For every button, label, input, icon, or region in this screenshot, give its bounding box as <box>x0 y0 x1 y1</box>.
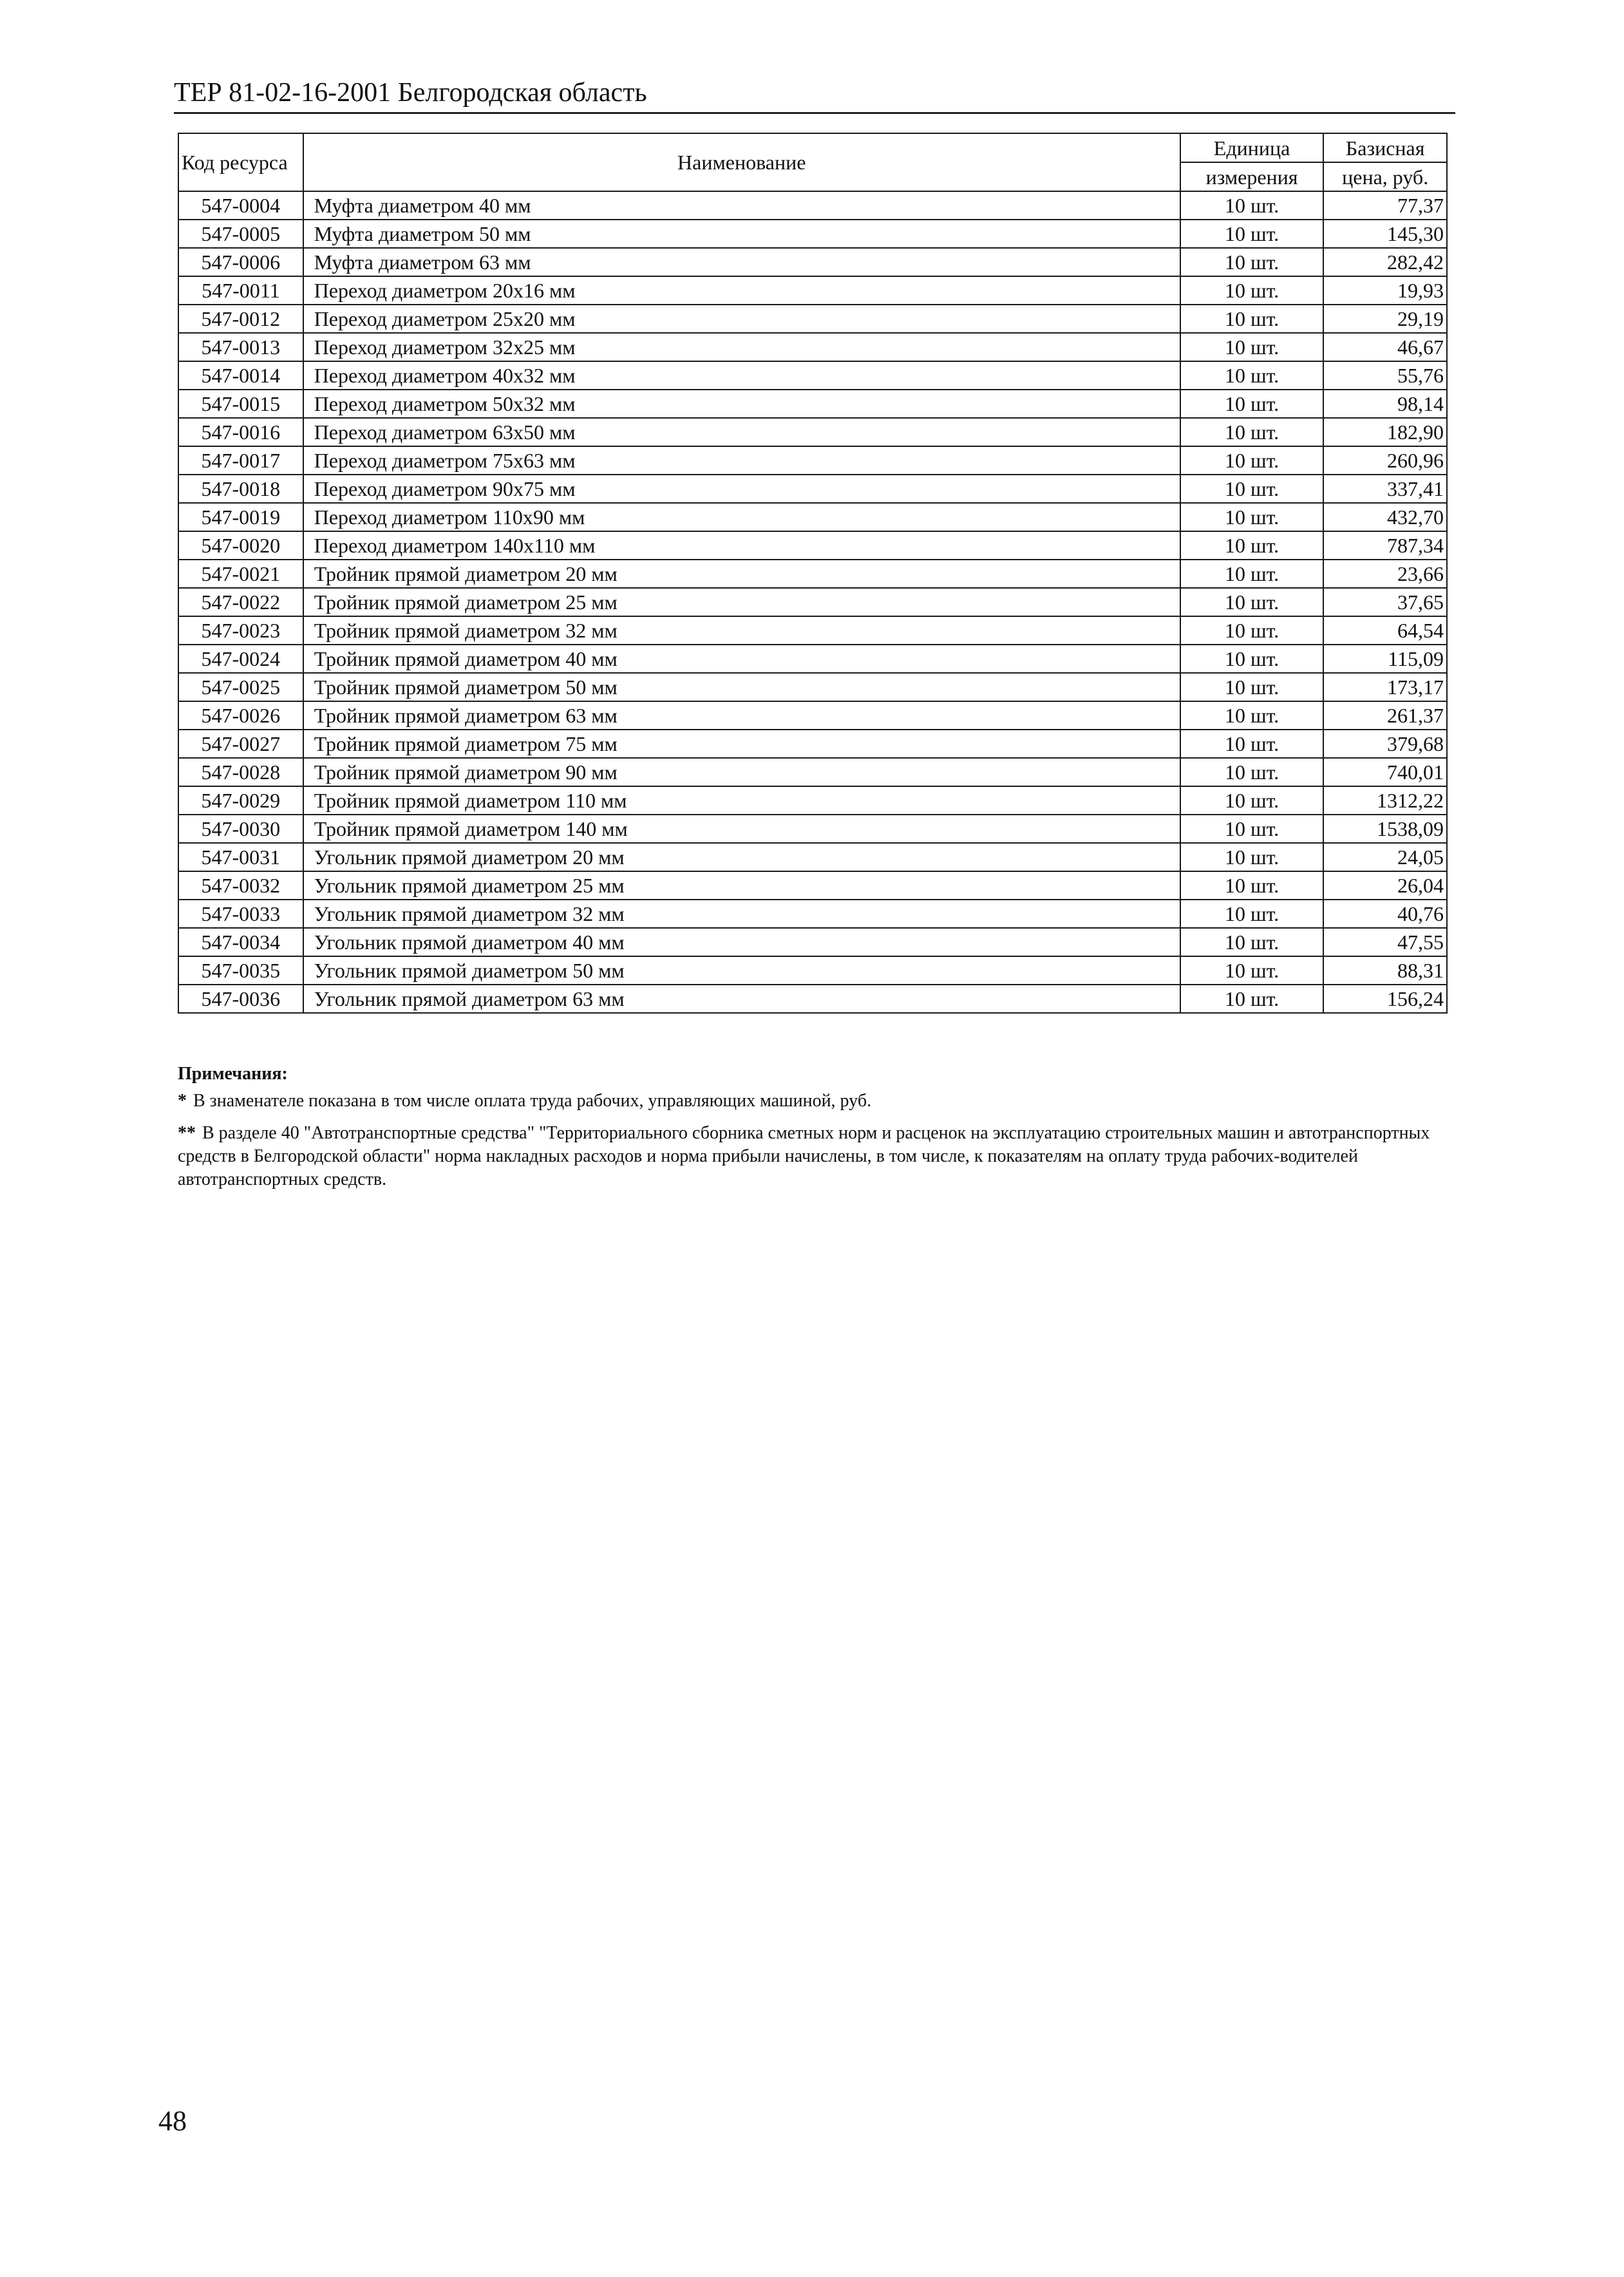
cell-resource-code: 547-0025 <box>178 673 303 701</box>
cell-price: 182,90 <box>1323 418 1447 446</box>
table-row <box>178 645 1447 673</box>
table-body <box>178 191 1447 1013</box>
cell-unit: 10 шт. <box>1180 985 1324 1013</box>
cell-price: 115,09 <box>1323 645 1447 673</box>
cell-name: Переход диаметром 63х50 мм <box>303 418 1180 446</box>
cell-unit: 10 шт. <box>1180 956 1324 985</box>
cell-name: Переход диаметром 25х20 мм <box>303 305 1180 333</box>
cell-price: 282,42 <box>1323 248 1447 276</box>
cell-resource-code: 547-0024 <box>178 645 303 673</box>
cell-unit: 10 шт. <box>1180 191 1324 220</box>
page-number: 48 <box>158 2105 187 2137</box>
table-row <box>178 871 1447 900</box>
table-row <box>178 475 1447 503</box>
cell-price: 64,54 <box>1323 616 1447 645</box>
cell-price: 40,76 <box>1323 900 1447 928</box>
table-row <box>178 503 1447 531</box>
table-row <box>178 333 1447 361</box>
cell-unit: 10 шт. <box>1180 871 1324 900</box>
cell-price: 26,04 <box>1323 871 1447 900</box>
table-row <box>178 588 1447 616</box>
cell-name: Угольник прямой диаметром 63 мм <box>303 985 1180 1013</box>
table-row <box>178 758 1447 786</box>
cell-unit: 10 шт. <box>1180 616 1324 645</box>
table-row <box>178 191 1447 220</box>
cell-price: 1312,22 <box>1323 786 1447 815</box>
cell-name: Переход диаметром 20х16 мм <box>303 276 1180 305</box>
cell-price: 787,34 <box>1323 531 1447 560</box>
cell-unit: 10 шт. <box>1180 248 1324 276</box>
cell-price: 37,65 <box>1323 588 1447 616</box>
cell-resource-code: 547-0034 <box>178 928 303 956</box>
notes-section <box>178 1063 1453 1200</box>
cell-resource-code: 547-0035 <box>178 956 303 985</box>
cell-name: Переход диаметром 75х63 мм <box>303 446 1180 475</box>
cell-unit: 10 шт. <box>1180 730 1324 758</box>
cell-name: Тройник прямой диаметром 32 мм <box>303 616 1180 645</box>
cell-unit: 10 шт. <box>1180 758 1324 786</box>
cell-resource-code: 547-0005 <box>178 220 303 248</box>
cell-resource-code: 547-0030 <box>178 815 303 843</box>
note-text: В разделе 40 "Автотранспортные средства" "Территориального сборника сметных норм и расценок на эксплуатацию строительных машин и автотранспортных средств в Белгородской области" норма накладных расходов и норма прибыли начислены, в том числе, к показателям на оплату труда рабочих-водителей автотранспортных средств. <box>178 1123 1430 1189</box>
table-row <box>178 956 1447 985</box>
table-row <box>178 305 1447 333</box>
cell-unit: 10 шт. <box>1180 701 1324 730</box>
header-price-line2: цена, руб. <box>1323 162 1447 191</box>
table-row <box>178 843 1447 871</box>
header-name: Наименование <box>303 133 1180 191</box>
cell-unit: 10 шт. <box>1180 531 1324 560</box>
cell-resource-code: 547-0017 <box>178 446 303 475</box>
cell-unit: 10 шт. <box>1180 560 1324 588</box>
cell-unit: 10 шт. <box>1180 503 1324 531</box>
cell-price: 23,66 <box>1323 560 1447 588</box>
cell-price: 145,30 <box>1323 220 1447 248</box>
cell-name: Переход диаметром 40х32 мм <box>303 361 1180 390</box>
resource-price-table <box>178 133 1448 1014</box>
table-row <box>178 248 1447 276</box>
cell-price: 261,37 <box>1323 701 1447 730</box>
cell-name: Тройник прямой диаметром 140 мм <box>303 815 1180 843</box>
cell-name: Тройник прямой диаметром 50 мм <box>303 673 1180 701</box>
cell-name: Тройник прямой диаметром 75 мм <box>303 730 1180 758</box>
cell-resource-code: 547-0027 <box>178 730 303 758</box>
header-unit-line1: Единица <box>1180 133 1324 162</box>
cell-name: Тройник прямой диаметром 63 мм <box>303 701 1180 730</box>
cell-price: 55,76 <box>1323 361 1447 390</box>
cell-unit: 10 шт. <box>1180 418 1324 446</box>
table-header-row-1 <box>178 133 1447 162</box>
cell-unit: 10 шт. <box>1180 645 1324 673</box>
cell-resource-code: 547-0032 <box>178 871 303 900</box>
cell-unit: 10 шт. <box>1180 475 1324 503</box>
cell-resource-code: 547-0031 <box>178 843 303 871</box>
cell-price: 46,67 <box>1323 333 1447 361</box>
table-row <box>178 276 1447 305</box>
header-resource-code: Код ресурса <box>178 133 303 191</box>
cell-price: 77,37 <box>1323 191 1447 220</box>
cell-resource-code: 547-0014 <box>178 361 303 390</box>
table-row <box>178 730 1447 758</box>
table-row <box>178 220 1447 248</box>
cell-resource-code: 547-0018 <box>178 475 303 503</box>
cell-unit: 10 шт. <box>1180 220 1324 248</box>
cell-name: Переход диаметром 50х32 мм <box>303 390 1180 418</box>
cell-resource-code: 547-0016 <box>178 418 303 446</box>
cell-price: 337,41 <box>1323 475 1447 503</box>
cell-price: 173,17 <box>1323 673 1447 701</box>
cell-unit: 10 шт. <box>1180 305 1324 333</box>
cell-resource-code: 547-0006 <box>178 248 303 276</box>
cell-price: 1538,09 <box>1323 815 1447 843</box>
table-row <box>178 900 1447 928</box>
cell-resource-code: 547-0026 <box>178 701 303 730</box>
table-row <box>178 560 1447 588</box>
page-header <box>174 76 1455 114</box>
cell-name: Угольник прямой диаметром 50 мм <box>303 956 1180 985</box>
cell-unit: 10 шт. <box>1180 390 1324 418</box>
table-row <box>178 815 1447 843</box>
cell-name: Муфта диаметром 40 мм <box>303 191 1180 220</box>
table-row <box>178 616 1447 645</box>
header-price-line1: Базисная <box>1323 133 1447 162</box>
cell-resource-code: 547-0013 <box>178 333 303 361</box>
table-row <box>178 786 1447 815</box>
cell-name: Муфта диаметром 63 мм <box>303 248 1180 276</box>
cell-resource-code: 547-0011 <box>178 276 303 305</box>
table-row <box>178 446 1447 475</box>
table-row <box>178 673 1447 701</box>
table-row <box>178 985 1447 1013</box>
cell-name: Переход диаметром 110х90 мм <box>303 503 1180 531</box>
cell-unit: 10 шт. <box>1180 446 1324 475</box>
cell-resource-code: 547-0019 <box>178 503 303 531</box>
cell-price: 98,14 <box>1323 390 1447 418</box>
note-mark: * <box>178 1091 187 1111</box>
cell-resource-code: 547-0012 <box>178 305 303 333</box>
cell-resource-code: 547-0028 <box>178 758 303 786</box>
cell-unit: 10 шт. <box>1180 333 1324 361</box>
cell-price: 379,68 <box>1323 730 1447 758</box>
cell-unit: 10 шт. <box>1180 588 1324 616</box>
cell-name: Угольник прямой диаметром 25 мм <box>303 871 1180 900</box>
cell-resource-code: 547-0022 <box>178 588 303 616</box>
cell-name: Тройник прямой диаметром 40 мм <box>303 645 1180 673</box>
cell-price: 47,55 <box>1323 928 1447 956</box>
cell-unit: 10 шт. <box>1180 843 1324 871</box>
table-row <box>178 390 1447 418</box>
cell-resource-code: 547-0029 <box>178 786 303 815</box>
cell-name: Переход диаметром 32х25 мм <box>303 333 1180 361</box>
cell-price: 740,01 <box>1323 758 1447 786</box>
table-row <box>178 701 1447 730</box>
document-title: ТЕР 81-02-16-2001 Белгородская область <box>174 78 647 108</box>
cell-price: 19,93 <box>1323 276 1447 305</box>
note-text: В знаменателе показана в том числе оплата труда рабочих, управляющих машиной, руб. <box>193 1091 872 1111</box>
cell-unit: 10 шт. <box>1180 673 1324 701</box>
cell-name: Тройник прямой диаметром 90 мм <box>303 758 1180 786</box>
cell-unit: 10 шт. <box>1180 900 1324 928</box>
cell-resource-code: 547-0023 <box>178 616 303 645</box>
cell-unit: 10 шт. <box>1180 815 1324 843</box>
note-item <box>178 1090 1453 1113</box>
cell-resource-code: 547-0004 <box>178 191 303 220</box>
cell-price: 432,70 <box>1323 503 1447 531</box>
table-row <box>178 531 1447 560</box>
cell-name: Тройник прямой диаметром 110 мм <box>303 786 1180 815</box>
cell-resource-code: 547-0015 <box>178 390 303 418</box>
cell-price: 156,24 <box>1323 985 1447 1013</box>
cell-name: Тройник прямой диаметром 20 мм <box>303 560 1180 588</box>
cell-unit: 10 шт. <box>1180 361 1324 390</box>
cell-resource-code: 547-0036 <box>178 985 303 1013</box>
note-mark: ** <box>178 1123 196 1143</box>
cell-price: 260,96 <box>1323 446 1447 475</box>
cell-resource-code: 547-0020 <box>178 531 303 560</box>
cell-price: 29,19 <box>1323 305 1447 333</box>
note-item <box>178 1122 1453 1191</box>
cell-price: 88,31 <box>1323 956 1447 985</box>
cell-unit: 10 шт. <box>1180 276 1324 305</box>
cell-name: Тройник прямой диаметром 25 мм <box>303 588 1180 616</box>
table-row <box>178 418 1447 446</box>
cell-name: Угольник прямой диаметром 40 мм <box>303 928 1180 956</box>
notes-title: Примечания: <box>178 1064 288 1084</box>
cell-unit: 10 шт. <box>1180 928 1324 956</box>
table-row <box>178 928 1447 956</box>
table-row <box>178 361 1447 390</box>
cell-name: Угольник прямой диаметром 20 мм <box>303 843 1180 871</box>
cell-resource-code: 547-0021 <box>178 560 303 588</box>
cell-price: 24,05 <box>1323 843 1447 871</box>
header-unit-line2: измерения <box>1180 162 1324 191</box>
cell-unit: 10 шт. <box>1180 786 1324 815</box>
cell-name: Переход диаметром 140х110 мм <box>303 531 1180 560</box>
cell-resource-code: 547-0033 <box>178 900 303 928</box>
cell-name: Угольник прямой диаметром 32 мм <box>303 900 1180 928</box>
cell-name: Переход диаметром 90х75 мм <box>303 475 1180 503</box>
cell-name: Муфта диаметром 50 мм <box>303 220 1180 248</box>
